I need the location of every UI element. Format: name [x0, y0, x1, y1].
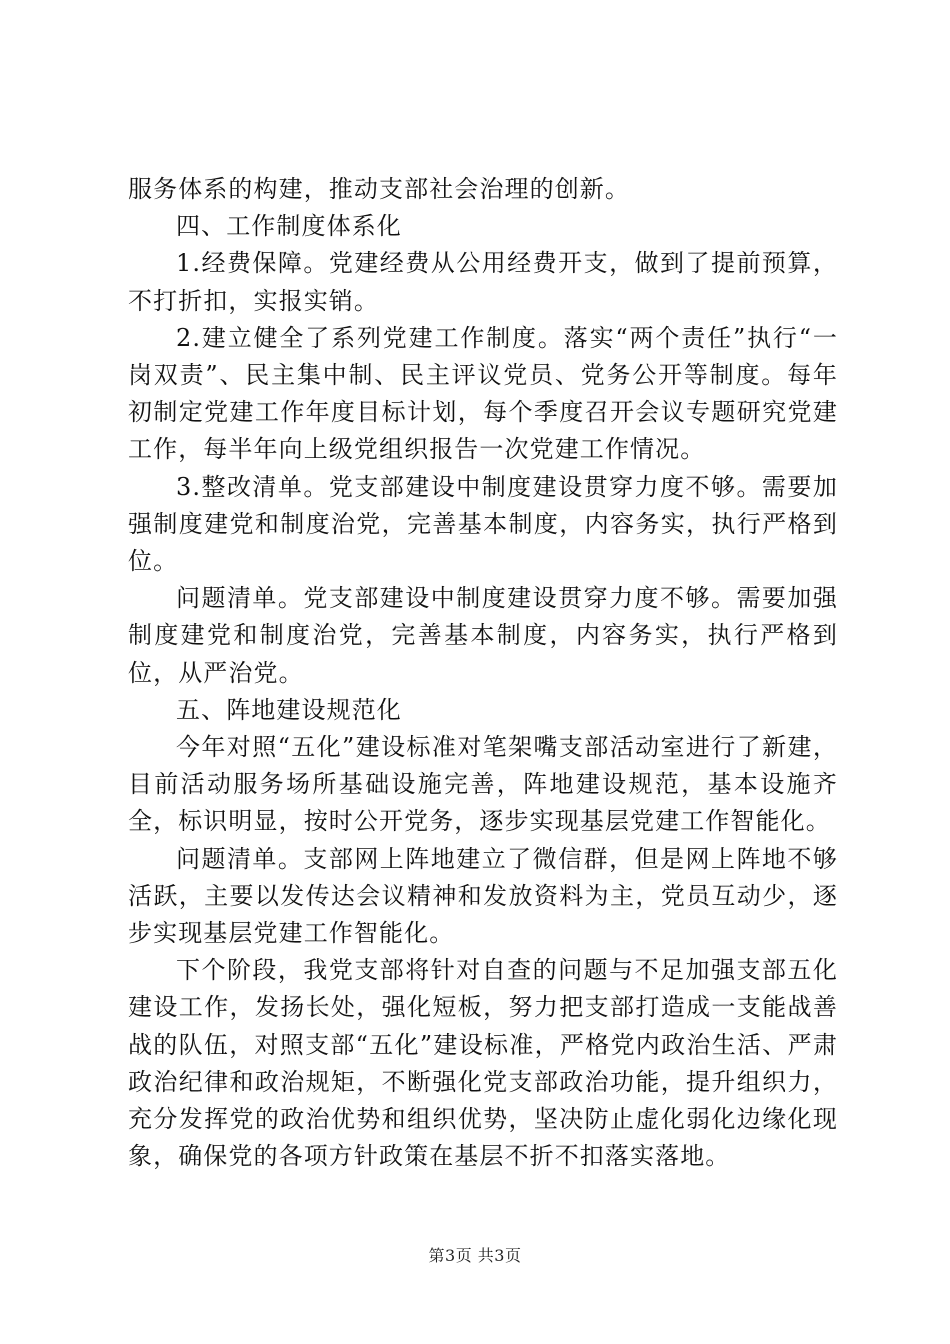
document-body	[128, 171, 838, 1175]
paragraph-problem-list-2: 问题清单。支部网上阵地建立了微信群，但是网上阵地不够活跃，主要以发传达会议精神和发放资料为主，党员互动少，逐步实现基层党建工作智能化。	[128, 844, 838, 948]
page-number-footer: 第3页 共3页	[428, 1246, 522, 1265]
paragraph-rectification: 3.整改清单。党支部建设中制度建设贯穿力度不够。需要加强制度建党和制度治党，完善基本制度，内容务实，执行严格到位。	[128, 472, 838, 576]
paragraph-funding: 1.经费保障。党建经费从公用经费开支，做到了提前预算，不打折扣，实报实销。	[128, 249, 838, 315]
paragraph-position-building: 今年对照“五化”建设标准对笔架嘴支部活动室进行了新建，目前活动服务场所基础设施完善，阵地建设规范，基本设施齐全，标识明显，按时公开党务，逐步实现基层党建工作智能化。	[128, 733, 838, 836]
paragraph-next-stage: 下个阶段，我党支部将针对自查的问题与不足加强支部五化建设工作，发扬长处，强化短板，努力把支部打造成一支能战善战的队伍，对照支部“五化”建设标准，严格党内政治生活、严肃政治纪律和政治规矩，不断强化党支部政治功能，提升组织力，充分发挥党的政治优势和组织优势，坚决防止虚化弱化边缘化现象，确保党的各项方针政策在基层不折不扣落实落地。	[128, 956, 838, 1171]
paragraph-continuation: 服务体系的构建，推动支部社会治理的创新。	[128, 175, 630, 203]
section-heading-5: 五、阵地建设规范化	[176, 695, 402, 724]
paragraph-problem-list-1: 问题清单。党支部建设中制度建设贯穿力度不够。需要加强制度建党和制度治党，完善基本制度，内容务实，执行严格到位，从严治党。	[128, 584, 838, 687]
paragraph-system: 2.建立健全了系列党建工作制度。落实“两个责任”执行“一岗双责”、民主集中制、民主评议党员、党务公开等制度。每年初制定党建工作年度目标计划，每个季度召开会议专题研究党建工作，每半年向上级党组织报告一次党建工作情况。	[128, 323, 838, 464]
section-heading-4: 四、工作制度体系化	[176, 212, 402, 241]
